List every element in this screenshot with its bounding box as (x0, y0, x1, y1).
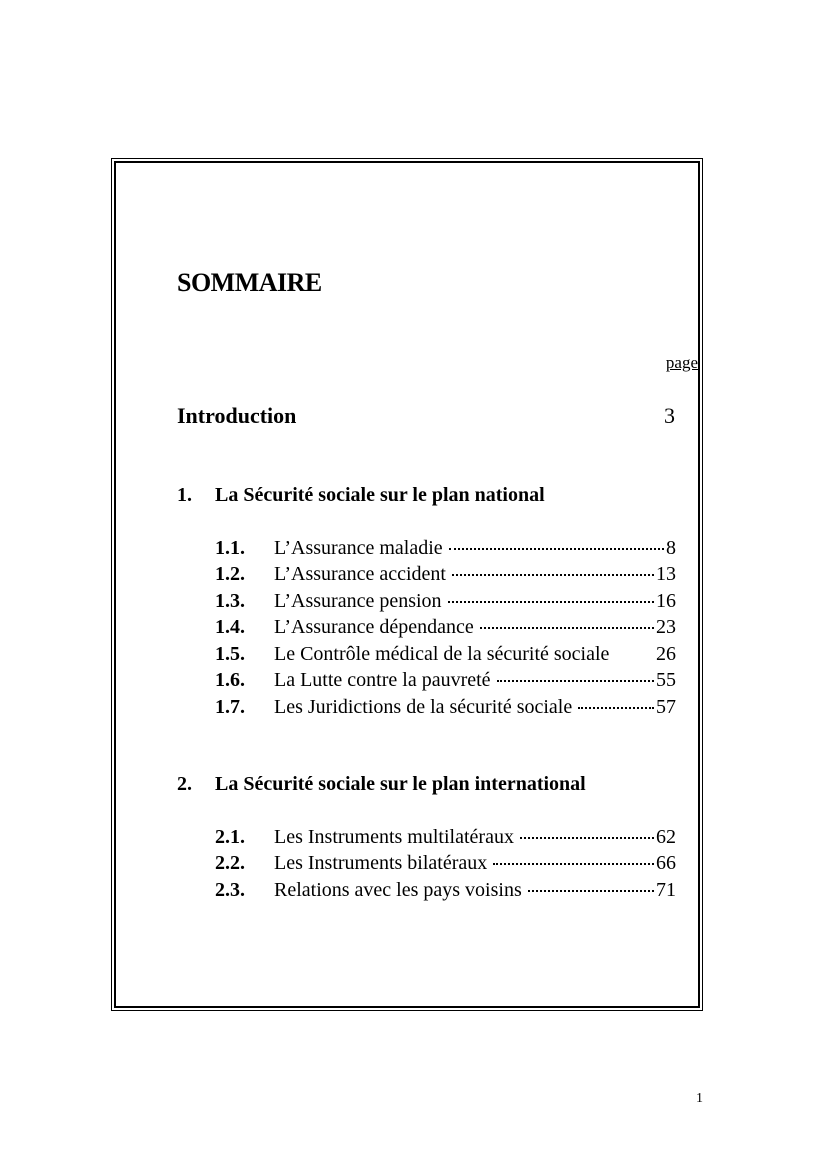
dot-leader (448, 601, 654, 603)
page-title: SOMMAIRE (177, 268, 322, 297)
page-column-header: page (665, 353, 698, 372)
entry-page: 62 (656, 826, 676, 848)
entry-page: 66 (656, 852, 676, 874)
entry-page: 13 (656, 563, 676, 585)
toc-entry-1-6[interactable] (215, 669, 676, 695)
footer-page-number: 1 (696, 1091, 703, 1106)
toc-introduction-label[interactable]: Introduction (177, 403, 297, 428)
dot-leader (528, 890, 654, 892)
entry-label: L’Assurance maladie (274, 537, 443, 559)
section-number: 2. (177, 773, 192, 795)
entry-page: 16 (656, 590, 676, 612)
toc-entry-1-3[interactable] (215, 590, 676, 616)
toc-entry-2-3[interactable] (215, 879, 676, 905)
entry-page: 71 (656, 879, 676, 901)
toc-section-1[interactable] (177, 484, 545, 507)
entry-number: 1.2. (215, 563, 245, 585)
dot-leader (493, 863, 654, 865)
toc-entry-1-5[interactable] (215, 643, 676, 669)
entry-label: Les Instruments multilatéraux (274, 826, 514, 848)
entry-label: L’Assurance pension (274, 590, 442, 612)
entry-label: Les Instruments bilatéraux (274, 852, 488, 874)
dot-leader (480, 627, 654, 629)
dot-leader (452, 574, 654, 576)
entry-number: 1.4. (215, 616, 245, 638)
dot-leader (520, 837, 654, 839)
section-title: La Sécurité sociale sur le plan international (215, 773, 586, 795)
dot-leader (578, 707, 654, 709)
toc-entry-2-1[interactable] (215, 826, 676, 852)
entry-label: Le Contrôle médical de la sécurité sociale (274, 643, 610, 665)
entry-label: La Lutte contre la pauvreté (274, 669, 491, 691)
section-number: 1. (177, 484, 192, 506)
entry-page: 8 (666, 537, 676, 559)
entry-number: 2.3. (215, 879, 245, 901)
entry-page: 26 (656, 643, 676, 665)
toc-introduction-page: 3 (664, 403, 675, 428)
entry-page: 55 (656, 669, 676, 691)
entry-number: 2.1. (215, 826, 245, 848)
entry-number: 1.3. (215, 590, 245, 612)
section-title: La Sécurité sociale sur le plan national (215, 484, 545, 506)
entry-page: 23 (656, 616, 676, 638)
entry-number: 1.5. (215, 643, 245, 665)
entry-label: L’Assurance dépendance (274, 616, 474, 638)
toc-entry-1-7[interactable] (215, 696, 676, 722)
toc-section-2[interactable] (177, 773, 586, 796)
entry-label: Les Juridictions de la sécurité sociale (274, 696, 573, 718)
entry-label: L’Assurance accident (274, 563, 446, 585)
entry-number: 2.2. (215, 852, 245, 874)
entry-number: 1.6. (215, 669, 245, 691)
dot-leader (497, 680, 654, 682)
toc-entry-2-2[interactable] (215, 852, 676, 878)
entry-number: 1.1. (215, 537, 245, 559)
dot-leader (449, 548, 664, 550)
toc-entry-1-2[interactable] (215, 563, 676, 589)
entry-number: 1.7. (215, 696, 245, 718)
toc-entry-1-4[interactable] (215, 616, 676, 642)
entry-label: Relations avec les pays voisins (274, 879, 522, 901)
entry-page: 57 (656, 696, 676, 718)
toc-entry-1-1[interactable] (215, 537, 676, 563)
